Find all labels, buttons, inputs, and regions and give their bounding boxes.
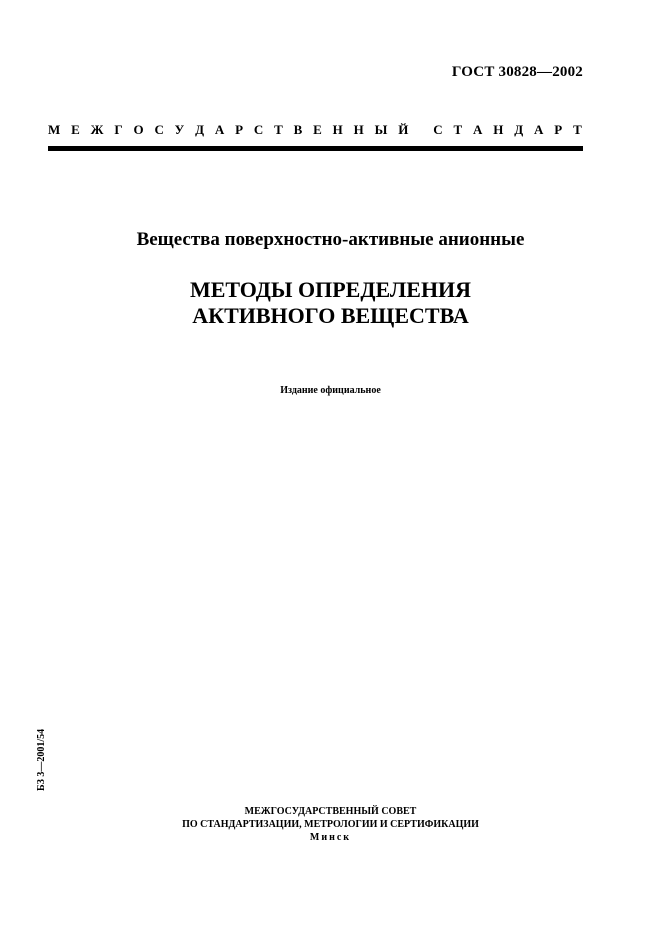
document-subject: Вещества поверхностно-активные анионные <box>136 229 525 250</box>
title-line-2: АКТИВНОГО ВЕЩЕСТВА <box>192 303 469 328</box>
publisher-line-2: ПО СТАНДАРТИЗАЦИИ, МЕТРОЛОГИИ И СЕРТИФИКАЦИИ <box>182 819 479 830</box>
publisher-city: Минск <box>309 832 352 843</box>
document-title <box>0 277 661 329</box>
edition-note: Издание официальное <box>280 385 381 396</box>
title-line-1: МЕТОДЫ ОПРЕДЕЛЕНИЯ <box>189 277 472 302</box>
standard-type-banner: М Е Ж Г О С У Д А Р С Т В Е Н Н Ы Й С Т А Н Д А Р Т <box>48 122 582 137</box>
publisher-block <box>0 805 661 844</box>
publisher-line-1: МЕЖГОСУДАРСТВЕННЫЙ СОВЕТ <box>244 806 417 817</box>
document-number: ГОСТ 30828—2002 <box>451 64 583 80</box>
header-rule <box>48 146 583 151</box>
catalog-code: БЗ 3—2001/54 <box>36 728 47 791</box>
